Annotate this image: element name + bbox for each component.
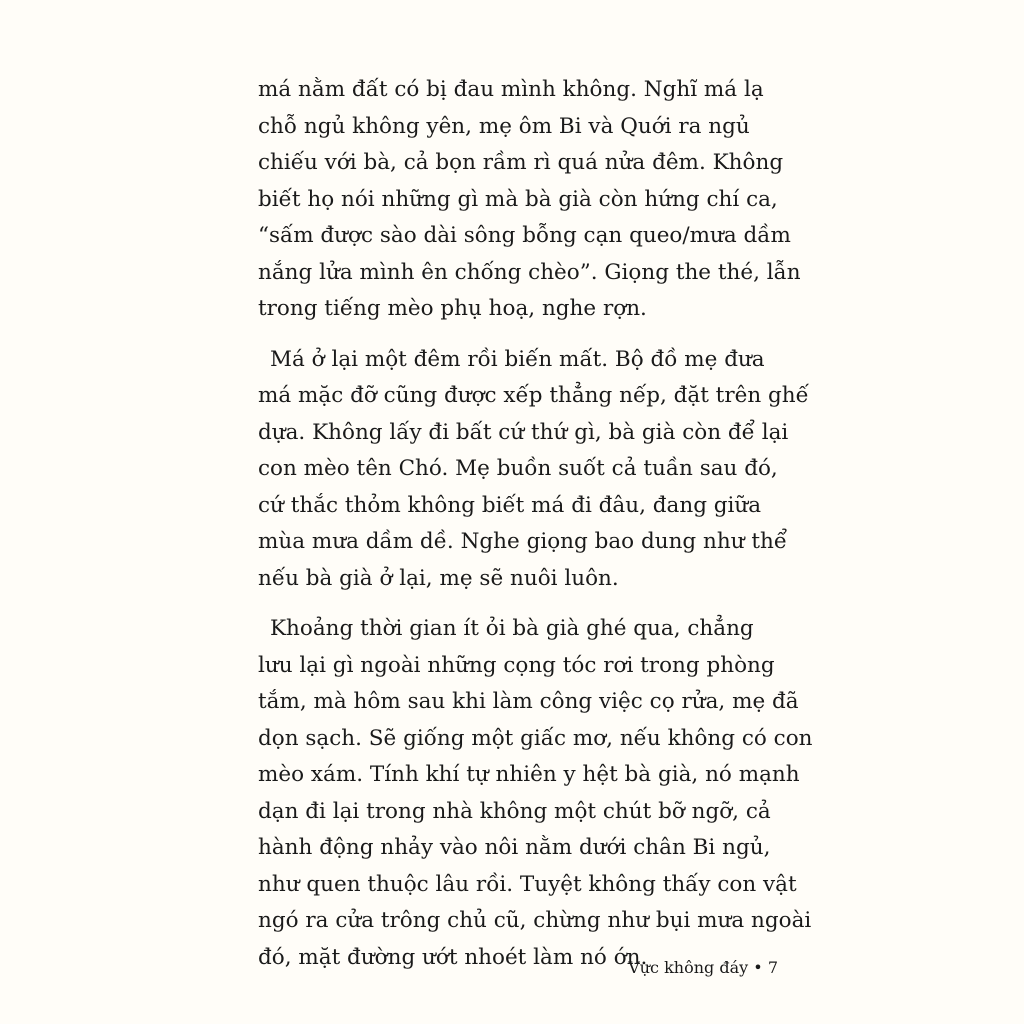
text-line: má mặc đỡ cũng được xếp thẳng nếp, đặt trên ghế xyxy=(258,383,809,408)
text-line: đó, mặt đường ướt nhoét làm nó ớn. xyxy=(258,944,648,970)
text-line: mèo xám. Tính khí tự nhiên y hệt bà già, nó mạnh xyxy=(258,762,800,787)
running-title: Vực không đáy xyxy=(628,958,749,977)
text-line: chiếu với bà, cả bọn rầm rì quá nửa đêm. Không xyxy=(258,150,784,175)
text-line: dạn đi lại trong nhà không một chút bỡ ngỡ, cả xyxy=(258,798,771,824)
text-line: tắm, mà hôm sau khi làm công việc cọ rửa, mẹ đã xyxy=(258,689,799,714)
text-line: dựa. Không lấy đi bất cứ thứ gì, bà già còn để lại xyxy=(258,419,789,445)
text-line: mùa mưa dầm dề. Nghe giọng bao dung như thể xyxy=(258,529,788,554)
paragraph-3 xyxy=(258,611,813,976)
text-line: nắng lửa mình ên chống chèo”. Giọng the thé, lẫn xyxy=(258,259,801,285)
text-line: ngó ra cửa trông chủ cũ, chừng như bụi mưa ngoài xyxy=(258,908,812,933)
text-line: Khoảng thời gian ít ỏi bà già ghé qua, chẳng xyxy=(270,616,754,641)
text-line: má nằm đất có bị đau mình không. Nghĩ má lạ xyxy=(258,77,764,102)
page-footer xyxy=(588,958,778,977)
text-line: “sấm được sào dài sông bỗng cạn queo/mưa dầm xyxy=(258,223,791,248)
body-text xyxy=(258,72,813,990)
paragraph-2 xyxy=(258,342,809,598)
footer-separator: • xyxy=(753,958,763,977)
text-line: lưu lại gì ngoài những cọng tóc rơi trong phòng xyxy=(258,652,775,678)
text-line: cứ thắc thỏm không biết má đi đâu, đang giữa xyxy=(258,492,762,518)
text-line: biết họ nói những gì mà bà già còn hứng chí ca, xyxy=(258,186,778,212)
text-line: nếu bà già ở lại, mẹ sẽ nuôi luôn. xyxy=(258,565,619,591)
text-line: dọn sạch. Sẽ giống một giấc mơ, nếu không có con xyxy=(258,725,813,751)
text-line: trong tiếng mèo phụ hoạ, nghe rợn. xyxy=(258,296,647,321)
text-line: Má ở lại một đêm rồi biến mất. Bộ đồ mẹ đưa xyxy=(270,346,765,372)
text-line: con mèo tên Chó. Mẹ buồn suốt cả tuần sau đó, xyxy=(258,456,778,481)
text-line: chỗ ngủ không yên, mẹ ôm Bi và Quới ra ngủ xyxy=(258,113,750,139)
paragraph-1 xyxy=(258,72,801,328)
text-line: hành động nhảy vào nôi nằm dưới chân Bi ngủ, xyxy=(258,835,771,860)
page-number: 7 xyxy=(767,958,778,977)
text-line: như quen thuộc lâu rồi. Tuyệt không thấy con vật xyxy=(258,871,797,897)
